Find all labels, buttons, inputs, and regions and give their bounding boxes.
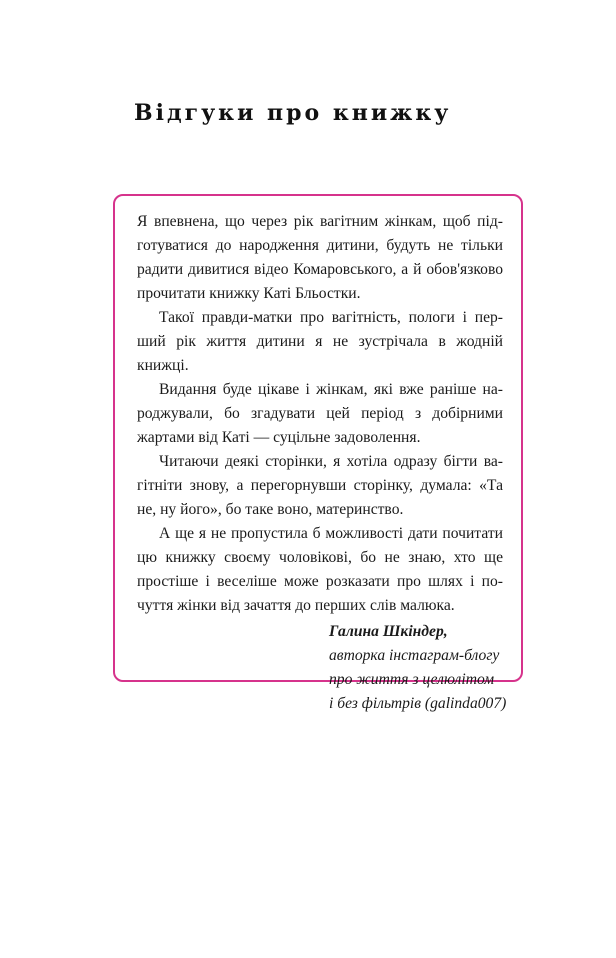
author-name: Галина Шкіндер, [329,623,448,640]
review-paragraph: Видання буде цікаве і жінкам, які вже раніше народжували, бо згадувати цей період з добірними жартами від Каті — суцільне задоволення. [137,381,503,446]
page-title: Відгуки про книжку [134,100,452,126]
review-text [137,210,503,618]
author-description-line: про життя з целюлітом [329,671,495,688]
review-paragraph: Такої правди-матки про вагітність, пологи і перший рік життя дитини я не зустрічала в жодній книжці. [137,309,503,374]
review-paragraph: Я впевнена, що через рік вагітним жінкам, щоб підготуватися до народження дитини, будуть не тільки радити дивитися відео Комаровського, а й обов'язково прочитати книжку Каті Бльостки. [137,213,503,302]
review-paragraph: А ще я не пропустила б можливості дати почитати цю книжку своєму чоловікові, бо не знаю, хто ще простіше і веселіше може розказати про шлях і почуття жінки від зачаття до перших слів малюка. [137,525,503,614]
author-description-line: авторка інстаграм-блогу [329,647,500,664]
review-paragraph: Читаючи деякі сторінки, я хотіла одразу бігти вагітніти знову, а перегорнувши сторінку, думала: «Та не, ну його», бо таке воно, материнство. [137,453,503,518]
review-signature [137,620,507,716]
author-description-line: і без фільтрів (galinda007) [329,695,507,712]
review-box [113,194,523,712]
